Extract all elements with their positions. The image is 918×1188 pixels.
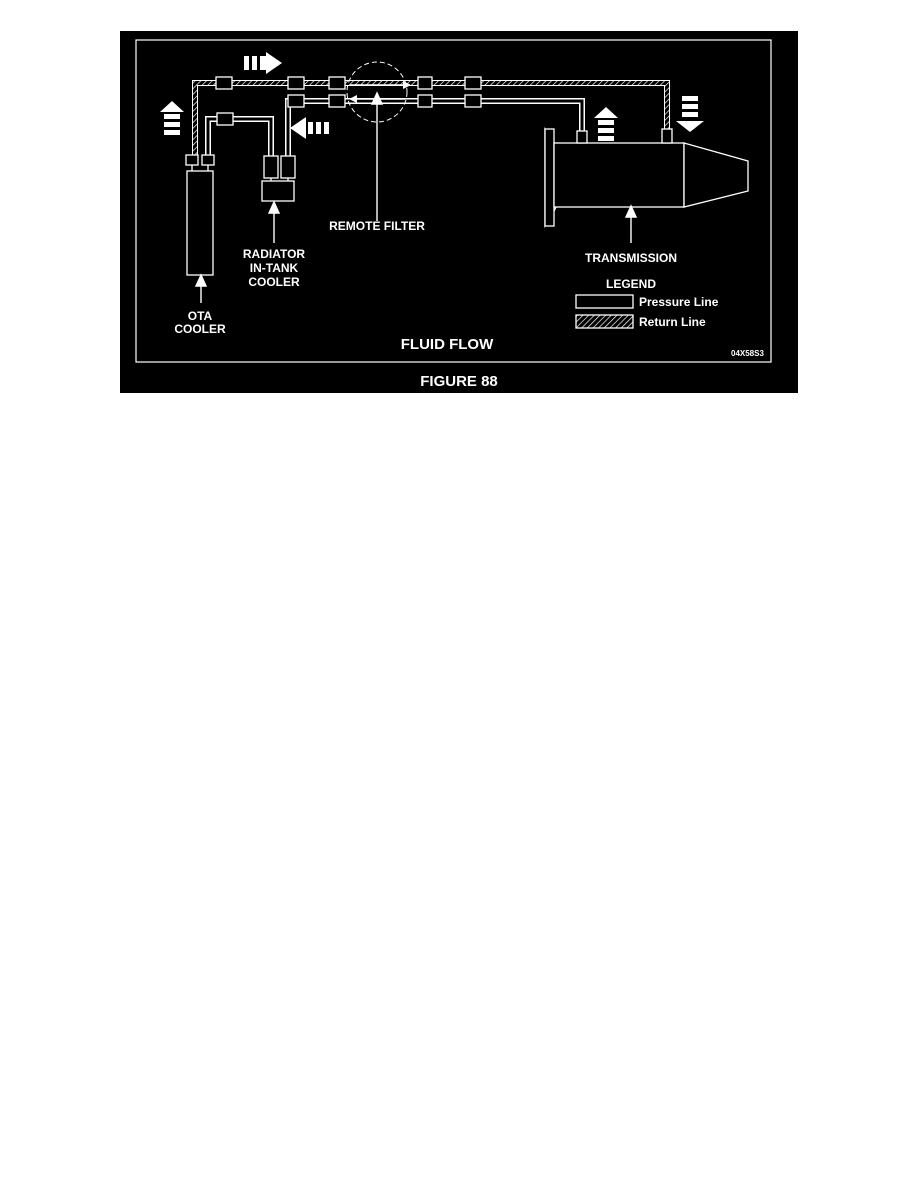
radiator-label-line3: COOLER xyxy=(248,275,300,289)
ota-label-line1: OTA xyxy=(187,309,213,323)
radiator-in-tank-cooler xyxy=(262,156,295,201)
legend-return-swatch xyxy=(576,315,633,328)
fluid-flow-diagram xyxy=(120,31,798,393)
figure-88 xyxy=(120,31,798,393)
transmission-label: TRANSMISSION xyxy=(584,251,678,265)
figure-code: 04X58S3 xyxy=(731,349,764,358)
ota-label-line2: COOLER xyxy=(174,322,226,336)
legend-return-label: Return Line xyxy=(639,315,706,329)
legend-pressure-label: Pressure Line xyxy=(639,295,719,309)
radiator-label-line1: RADIATOR xyxy=(242,247,306,261)
legend-pressure-swatch xyxy=(576,295,633,308)
figure-caption: FIGURE 88 xyxy=(420,373,498,390)
remote-filter-label: REMOTE FILTER xyxy=(329,219,425,233)
ota-cooler xyxy=(186,155,214,275)
diagram-title: FLUID FLOW xyxy=(400,336,494,353)
radiator-label-line2: IN-TANK xyxy=(249,261,299,275)
legend-title: LEGEND xyxy=(605,277,657,291)
